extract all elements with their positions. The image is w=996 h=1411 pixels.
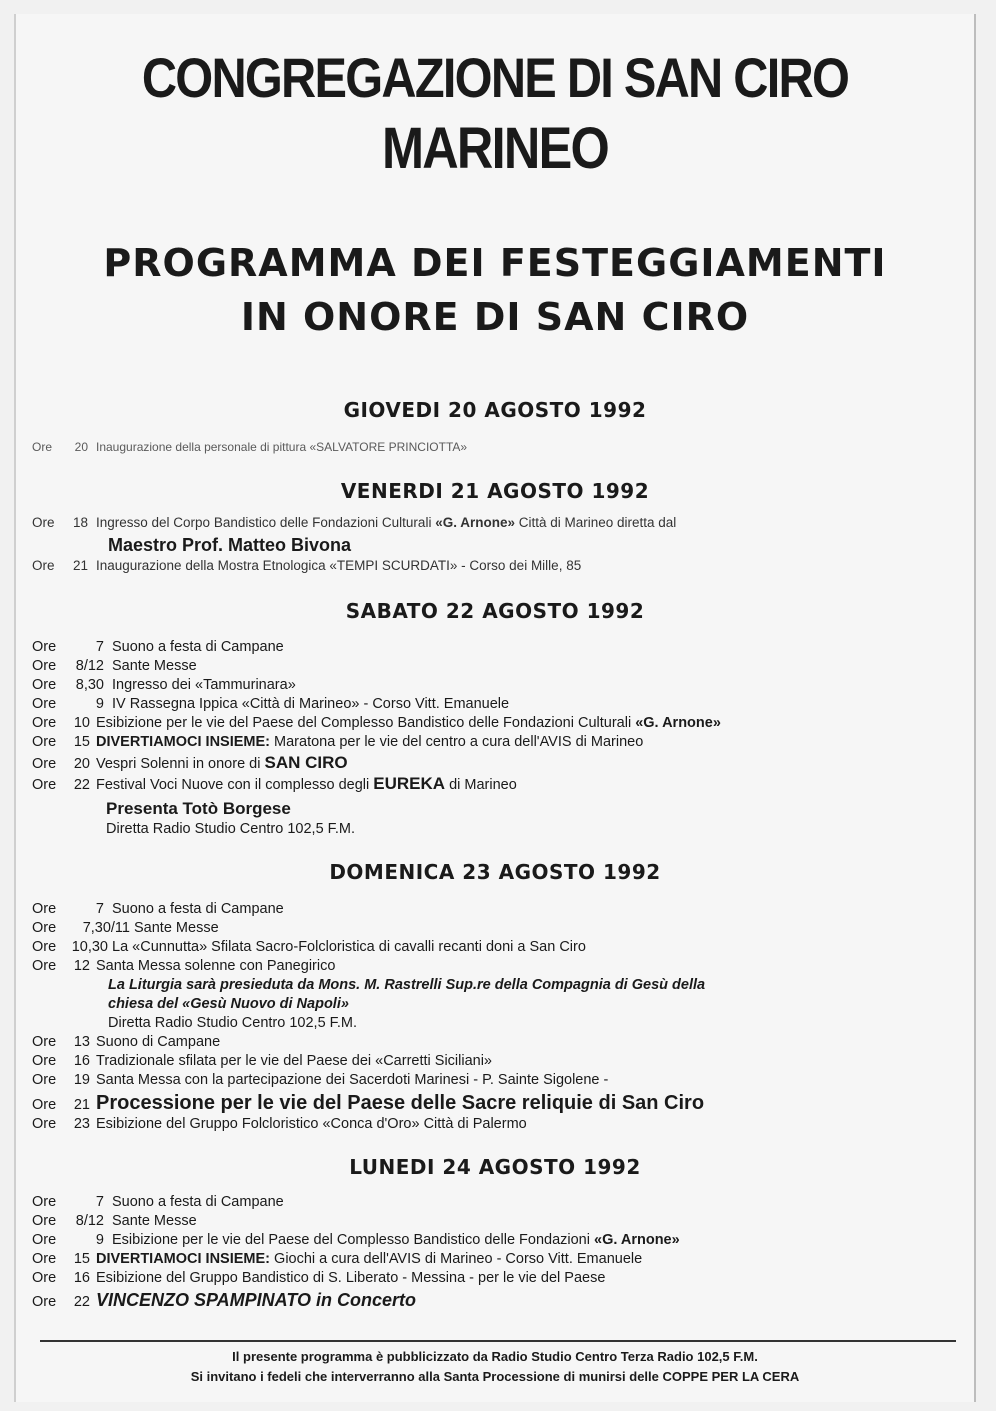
schedule-line: Ore 9 IV Rassegna Ippica «Città di Marineo» - Corso Vitt. Emanuele bbox=[32, 696, 510, 712]
schedule-line: Ore 21 Inaugurazione della Mostra Etnologica «TEMPI SCURDATI» - Corso dei Mille, 85 bbox=[32, 558, 582, 573]
schedule-line: Ore 7 Suono a festa di Campane bbox=[32, 639, 284, 655]
radio-note: Diretta Radio Studio Centro 102,5 F.M. bbox=[108, 1015, 358, 1031]
schedule-line: Ore 18 Ingresso del Corpo Bandistico delle Fondazioni Culturali «G. Arnone» Città di Marineo diretta dal bbox=[32, 515, 677, 530]
schedule-line: Ore 7,30/11 Sante Messe bbox=[32, 920, 219, 936]
schedule-line: Ore 8/12 Sante Messe bbox=[32, 1213, 197, 1229]
day-heading-venerdi: VENERDI 21 AGOSTO 1992 bbox=[340, 479, 650, 503]
schedule-line: Ore 16 Esibizione del Gruppo Bandistico di S. Liberato - Messina - per le vie del Paese bbox=[32, 1270, 606, 1286]
day-heading-domenica: DOMENICA 23 AGOSTO 1992 bbox=[329, 860, 661, 884]
schedule-line: Ore 13 Suono di Campane bbox=[32, 1034, 221, 1050]
day-heading-sabato: SABATO 22 AGOSTO 1992 bbox=[345, 599, 645, 623]
maestro-name: Maestro Prof. Matteo Bivona bbox=[108, 535, 352, 555]
liturgy-note: chiesa del «Gesù Nuovo di Napoli» bbox=[108, 996, 349, 1012]
schedule-line: Ore 10,30 La «Cunnutta» Sfilata Sacro-Folcloristica di cavalli recanti doni a San Ciro bbox=[32, 939, 586, 955]
schedule-line: Ore 20 Inaugurazione della personale di pittura «SALVATORE PRINCIOTTA» bbox=[32, 440, 468, 454]
day-heading-giovedi: GIOVEDI 20 AGOSTO 1992 bbox=[343, 398, 647, 422]
schedule-line: Ore 16 Tradizionale sfilata per le vie del Paese dei «Carretti Siciliani» bbox=[32, 1053, 492, 1069]
schedule-line: Ore 7 Suono a festa di Campane bbox=[32, 1194, 284, 1210]
schedule-line: Ore 22 Festival Voci Nuove con il complesso degli EUREKA di Marineo bbox=[32, 774, 517, 793]
poster bbox=[14, 14, 976, 1402]
liturgy-note: La Liturgia sarà presieduta da Mons. M. Rastrelli Sup.re della Compagnia di Gesù della bbox=[108, 977, 706, 993]
day-heading-lunedi: LUNEDI 24 AGOSTO 1992 bbox=[349, 1155, 641, 1179]
footer-line-2: Si invitano i fedeli che interverranno alla Santa Processione di munirsi delle COPPE PER LA CERA bbox=[190, 1369, 800, 1384]
schedule-line: Ore 8,30 Ingresso dei «Tammurinara» bbox=[32, 677, 296, 693]
schedule-line: Ore 20 Vespri Solenni in onore di SAN CIRO bbox=[32, 753, 348, 772]
schedule-line: Ore 7 Suono a festa di Campane bbox=[32, 901, 284, 917]
schedule-line: Ore 10 Esibizione per le vie del Paese del Complesso Bandistico delle Fondazioni Culturali «G. Arnone» bbox=[32, 715, 721, 731]
title-line-2: MARINEO bbox=[381, 116, 609, 181]
subtitle-line-1: PROGRAMMA DEI FESTEGGIAMENTI bbox=[103, 241, 887, 285]
schedule-line: Ore 9 Esibizione per le vie del Paese del Complesso Bandistico delle Fondazioni «G. Arnone» bbox=[32, 1232, 680, 1248]
schedule-line: Ore 15 DIVERTIAMOCI INSIEME: Maratona per le vie del centro a cura dell'AVIS di Marineo bbox=[32, 734, 644, 750]
schedule-line: Ore 8/12 Sante Messe bbox=[32, 658, 197, 674]
schedule-line: Ore 21 Processione per le vie del Paese delle Sacre reliquie di San Ciro bbox=[32, 1092, 705, 1114]
title-line-1: CONGREGAZIONE DI SAN CIRO bbox=[141, 46, 849, 109]
schedule-line: Ore 22 VINCENZO SPAMPINATO in Concerto bbox=[32, 1290, 417, 1310]
schedule-line: Ore 12 Santa Messa solenne con Panegirico bbox=[32, 958, 336, 974]
schedule-line: Ore 19 Santa Messa con la partecipazione dei Sacerdoti Marinesi - P. Sainte Sigolene - bbox=[32, 1072, 609, 1088]
schedule-line: Ore 23 Esibizione del Gruppo Folcloristico «Conca d'Oro» Città di Palermo bbox=[32, 1116, 527, 1132]
footer-divider bbox=[40, 1340, 956, 1342]
subtitle-line-2: IN ONORE DI SAN CIRO bbox=[240, 295, 750, 339]
footer-line-1: Il presente programma è pubblicizzato da Radio Studio Centro Terza Radio 102,5 F.M. bbox=[232, 1349, 758, 1364]
schedule-line: Ore 15 DIVERTIAMOCI INSIEME: Giochi a cura dell'AVIS di Marineo - Corso Vitt. Emanuele bbox=[32, 1251, 643, 1267]
radio-note: Diretta Radio Studio Centro 102,5 F.M. bbox=[106, 821, 356, 837]
presenter: Presenta Totò Borgese bbox=[106, 799, 291, 818]
